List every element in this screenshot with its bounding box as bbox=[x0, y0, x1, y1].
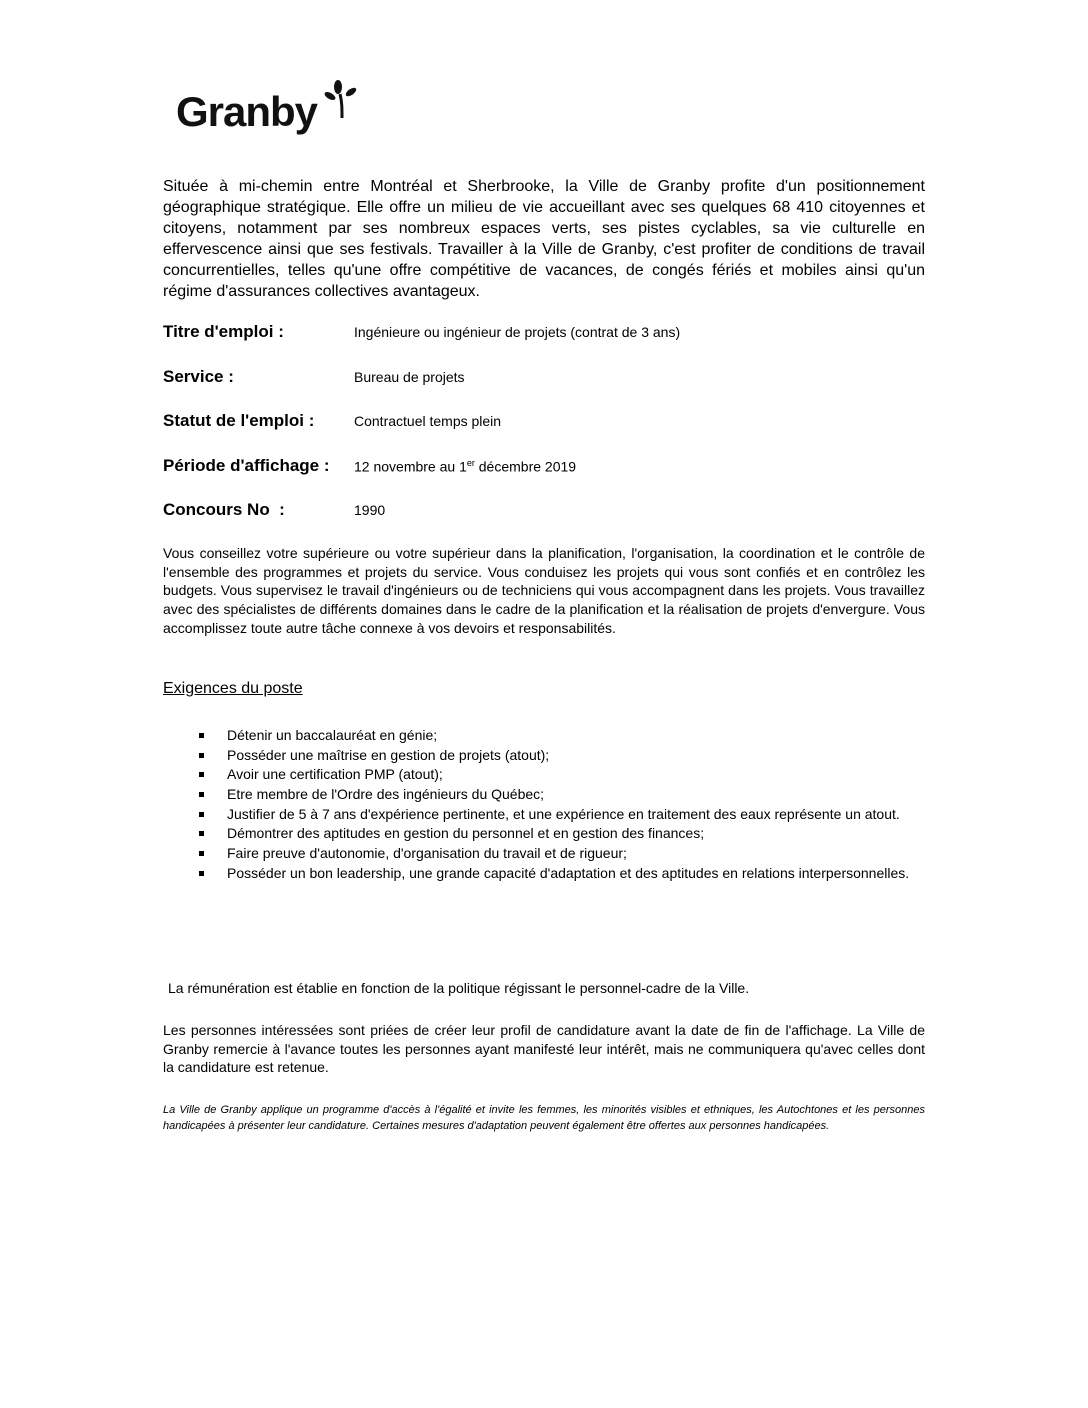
ordinal-suffix: er bbox=[466, 457, 475, 468]
list-item bbox=[195, 765, 925, 784]
field-value: Bureau de projets bbox=[354, 368, 465, 385]
remuneration-note: La rémunération est établie en fonction de la politique régissant le personnel-cadre de la Ville. bbox=[168, 980, 750, 996]
list-item-text: Avoir une certification PMP (atout); bbox=[227, 766, 443, 783]
list-item bbox=[195, 746, 925, 765]
list-item-text: Posséder une maîtrise en gestion de projets (atout); bbox=[227, 746, 550, 763]
job-description: Vous conseillez votre supérieure ou votre supérieur dans la planification, l'organisation, la coordination et le contrôle de l'ensemble des programmes et projets du service. Vous conduisez les projets qui vous sont confiés et en contrôlez les budgets. Vous supervisez le travail d'ingénieurs ou de techniciens qui vous accompagnent dans les projets. Vous travaillez avec des spécialistes de différents domaines dans le cadre de la planification et la réalisation de projets d'envergure. Vous accomplissez toute autre tâche connexe à vos devoirs et responsabilités. bbox=[163, 545, 925, 636]
field-job-title bbox=[163, 322, 925, 367]
leaf-icon bbox=[322, 80, 362, 120]
posting-period-end: décembre 2019 bbox=[474, 458, 577, 475]
field-employment-status bbox=[163, 411, 925, 456]
bullet-icon bbox=[199, 733, 204, 738]
bullet-icon bbox=[199, 812, 204, 817]
field-label: Concours No : bbox=[163, 500, 285, 519]
list-item-text: Etre membre de l'Ordre des ingénieurs du Québec; bbox=[227, 786, 545, 803]
bullet-icon bbox=[199, 831, 204, 836]
bullet-icon bbox=[199, 753, 204, 758]
list-item-text: Démontrer des aptitudes en gestion du personnel et en gestion des finances; bbox=[227, 825, 705, 842]
list-item bbox=[195, 726, 925, 745]
field-label: Service : bbox=[163, 366, 234, 386]
bullet-icon bbox=[199, 871, 204, 876]
list-item bbox=[195, 844, 925, 863]
field-value bbox=[354, 458, 576, 475]
posting-period-start: 12 novembre au 1 bbox=[354, 458, 467, 475]
list-item bbox=[195, 805, 925, 824]
list-item-text: Posséder un bon leadership, une grande capacité d'adaptation et des aptitudes en relations interpersonnelles. bbox=[227, 864, 910, 881]
list-item bbox=[195, 785, 925, 804]
bullet-icon bbox=[199, 792, 204, 797]
granby-logo bbox=[176, 80, 366, 140]
intro-paragraph: Située à mi-chemin entre Montréal et Sherbrooke, la Ville de Granby profite d'un positionnement géographique stratégique. Elle offre un milieu de vie accueillant avec ses quelques 68 410 citoyennes et citoyens, notamment par ses nombreux espaces verts, ses pistes cyclables, sa vie culturelle en effervescence ainsi que ses festivals. Travailler à la Ville de Granby, c'est profiter de conditions de travail concurrentielles, telles qu'une offre compétitive de vacances, de congés fériés et mobiles ainsi qu'un régime d'assurances collectives avantageux. bbox=[163, 178, 925, 300]
list-item-text: Détenir un baccalauréat en génie; bbox=[227, 727, 438, 743]
field-service bbox=[163, 367, 925, 412]
field-posting-period bbox=[163, 456, 925, 501]
field-value: Contractuel temps plein bbox=[354, 413, 502, 429]
logo-wordmark: Granby bbox=[176, 88, 318, 135]
field-competition-number bbox=[163, 500, 925, 545]
field-label: Période d'affichage : bbox=[163, 455, 330, 475]
job-fields bbox=[163, 322, 925, 545]
bullet-icon bbox=[199, 772, 204, 777]
list-item bbox=[195, 864, 925, 883]
field-label: Titre d'emploi : bbox=[163, 322, 284, 341]
equal-access-statement: La Ville de Granby applique un programme d'accès à l'égalité et invite les femmes, les minorités visibles et ethniques, les Autochtones et les personnes handicapées à présenter leur candidature. Certaines mesures d'adaptation peuvent également être offertes aux personnes handicapées. bbox=[163, 1104, 925, 1132]
application-instructions: Les personnes intéressées sont priées de créer leur profil de candidature avant la date de fin de l'affichage. La Ville de Granby remercie à l'avance toutes les personnes ayant manifesté leur intérêt, mais ne communiquera qu'avec celles dont la candidature est retenue. bbox=[163, 1022, 925, 1075]
requirements-heading: Exigences du poste bbox=[163, 680, 303, 697]
field-label: Statut de l'emploi : bbox=[163, 411, 315, 430]
list-item bbox=[195, 824, 925, 843]
field-value: Ingénieure ou ingénieur de projets (contrat de 3 ans) bbox=[354, 324, 681, 340]
requirements-list bbox=[195, 726, 925, 884]
bullet-icon bbox=[199, 851, 204, 856]
list-item-text: Justifier de 5 à 7 ans d'expérience pertinente, et une expérience en traitement des eaux représente un atout. bbox=[227, 805, 900, 822]
field-value: 1990 bbox=[354, 502, 386, 518]
list-item-text: Faire preuve d'autonomie, d'organisation du travail et de rigueur; bbox=[227, 845, 627, 862]
